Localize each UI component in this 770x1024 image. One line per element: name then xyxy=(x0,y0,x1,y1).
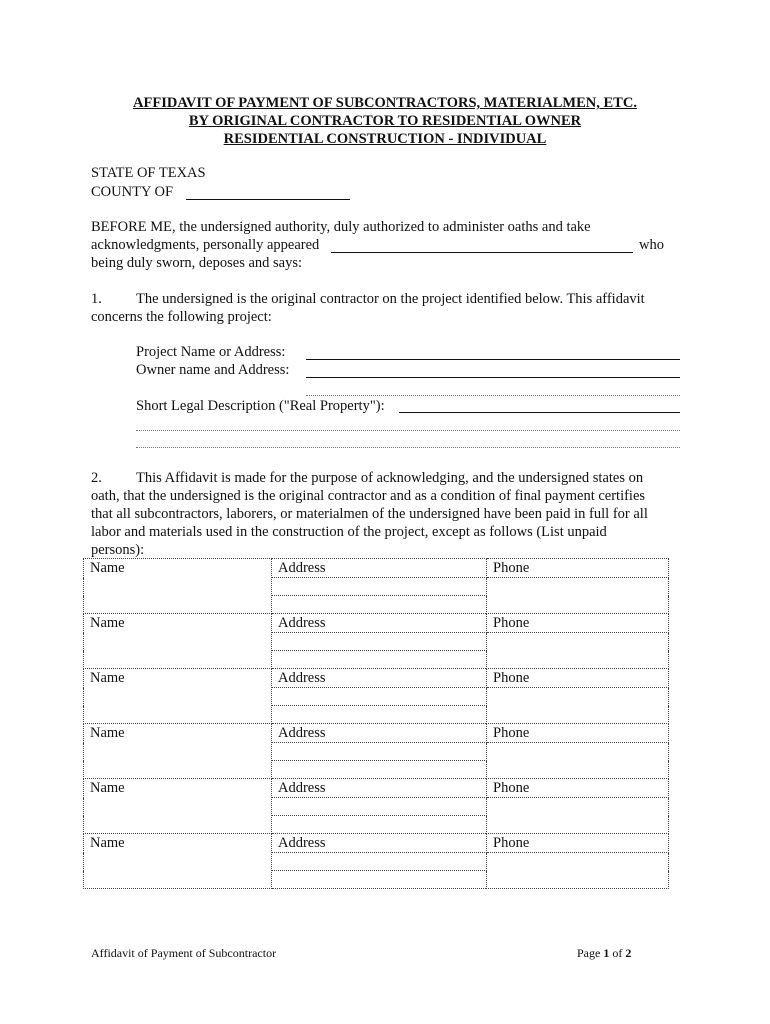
name-cell[interactable] xyxy=(84,559,272,614)
address-line-2[interactable] xyxy=(272,688,487,706)
name-label: Name xyxy=(90,615,125,631)
section-2-line-1: This Affidavit is made for the purpose of acknowledging, and the undersigned states on xyxy=(136,470,644,486)
address-line-3[interactable] xyxy=(272,706,487,724)
address-label: Address xyxy=(278,615,326,631)
address-cell[interactable] xyxy=(272,724,487,743)
owner-label: Owner name and Address: xyxy=(136,362,290,378)
address-cell[interactable] xyxy=(272,559,487,578)
unpaid-persons-table xyxy=(83,558,669,889)
title-line-3: RESIDENTIAL CONSTRUCTION - INDIVIDUAL xyxy=(223,131,547,147)
table-row xyxy=(84,669,669,688)
intro-line-1: BEFORE ME, the undersigned authority, duly authorized to administer oaths and take xyxy=(91,219,591,235)
legal-description-field[interactable] xyxy=(399,412,680,413)
affiant-name-field[interactable] xyxy=(331,252,633,253)
section-1-line-1: The undersigned is the original contractor on the project identified below. This affidavit xyxy=(136,291,645,307)
footer-title: Affidavit of Payment of Subcontractor xyxy=(91,946,277,960)
phone-label: Phone xyxy=(493,835,530,851)
address-label: Address xyxy=(278,560,326,576)
address-cell[interactable] xyxy=(272,614,487,633)
name-label: Name xyxy=(90,835,125,851)
name-label: Name xyxy=(90,670,125,686)
phone-cell[interactable] xyxy=(487,669,669,688)
phone-label: Phone xyxy=(493,615,530,631)
phone-cell[interactable] xyxy=(487,724,669,743)
table-row xyxy=(84,614,669,633)
section-2-line-2: oath, that the undersigned is the original contractor and as a condition of final payment certifies xyxy=(91,488,646,504)
phone-cell[interactable] xyxy=(487,779,669,798)
address-line-3[interactable] xyxy=(272,816,487,834)
phone-input[interactable] xyxy=(487,743,669,779)
name-cell[interactable] xyxy=(84,669,272,724)
name-cell[interactable] xyxy=(84,724,272,779)
phone-input[interactable] xyxy=(487,578,669,614)
table-row xyxy=(84,724,669,743)
page-total: 2 xyxy=(625,946,632,960)
phone-input[interactable] xyxy=(487,633,669,669)
phone-cell[interactable] xyxy=(487,834,669,853)
page-number xyxy=(577,946,631,961)
name-label: Name xyxy=(90,725,125,741)
page-of: of xyxy=(612,946,623,960)
section-2-line-4: labor and materials used in the construction of the project, except as follows (List unpaid xyxy=(91,524,607,540)
section-2-number: 2. xyxy=(91,470,102,486)
address-line-2[interactable] xyxy=(272,578,487,596)
address-label: Address xyxy=(278,780,326,796)
address-cell[interactable] xyxy=(272,834,487,853)
name-label: Name xyxy=(90,780,125,796)
county-label: COUNTY OF xyxy=(91,184,174,200)
phone-input[interactable] xyxy=(487,688,669,724)
project-name-field[interactable] xyxy=(306,359,680,360)
address-line-2[interactable] xyxy=(272,798,487,816)
phone-label: Phone xyxy=(493,670,530,686)
phone-input[interactable] xyxy=(487,853,669,889)
title-line-1: AFFIDAVIT OF PAYMENT OF SUBCONTRACTORS, MATERIALMEN, ETC. xyxy=(133,95,637,111)
phone-cell[interactable] xyxy=(487,614,669,633)
section-1-line-2: concerns the following project: xyxy=(91,309,272,325)
owner-address-line[interactable] xyxy=(306,395,680,396)
address-line-3[interactable] xyxy=(272,651,487,669)
table-row xyxy=(84,834,669,853)
page-prefix: Page xyxy=(577,946,601,960)
address-line-3[interactable] xyxy=(272,761,487,779)
intro-line-2: acknowledgments, personally appeared xyxy=(91,237,320,253)
name-cell[interactable] xyxy=(84,614,272,669)
section-2-line-5: persons): xyxy=(91,542,145,558)
address-line-3[interactable] xyxy=(272,871,487,889)
phone-label: Phone xyxy=(493,725,530,741)
section-1-number: 1. xyxy=(91,291,102,307)
county-field[interactable] xyxy=(186,199,350,200)
name-cell[interactable] xyxy=(84,779,272,834)
legal-description-line-2[interactable] xyxy=(136,430,680,431)
section-2-line-3: that all subcontractors, laborers, or materialmen of the undersigned have been paid in full for all xyxy=(91,506,648,522)
intro-line-3: being duly sworn, deposes and says: xyxy=(91,255,303,271)
intro-who: who xyxy=(639,237,664,253)
address-label: Address xyxy=(278,725,326,741)
owner-name-field[interactable] xyxy=(306,377,680,378)
table-row xyxy=(84,779,669,798)
address-label: Address xyxy=(278,670,326,686)
page-current: 1 xyxy=(603,946,610,960)
state-label: STATE OF TEXAS xyxy=(91,165,206,181)
address-line-2[interactable] xyxy=(272,633,487,651)
phone-input[interactable] xyxy=(487,798,669,834)
address-line-3[interactable] xyxy=(272,596,487,614)
phone-cell[interactable] xyxy=(487,559,669,578)
address-cell[interactable] xyxy=(272,779,487,798)
project-label: Project Name or Address: xyxy=(136,344,286,360)
legal-description-line-3[interactable] xyxy=(136,447,680,448)
name-cell[interactable] xyxy=(84,834,272,889)
address-line-2[interactable] xyxy=(272,743,487,761)
address-line-2[interactable] xyxy=(272,853,487,871)
phone-label: Phone xyxy=(493,780,530,796)
table-row xyxy=(84,559,669,578)
legal-description-label: Short Legal Description ("Real Property"): xyxy=(136,398,385,414)
name-label: Name xyxy=(90,560,125,576)
title-line-2: BY ORIGINAL CONTRACTOR TO RESIDENTIAL OWNER xyxy=(188,113,582,129)
address-cell[interactable] xyxy=(272,669,487,688)
address-label: Address xyxy=(278,835,326,851)
phone-label: Phone xyxy=(493,560,530,576)
